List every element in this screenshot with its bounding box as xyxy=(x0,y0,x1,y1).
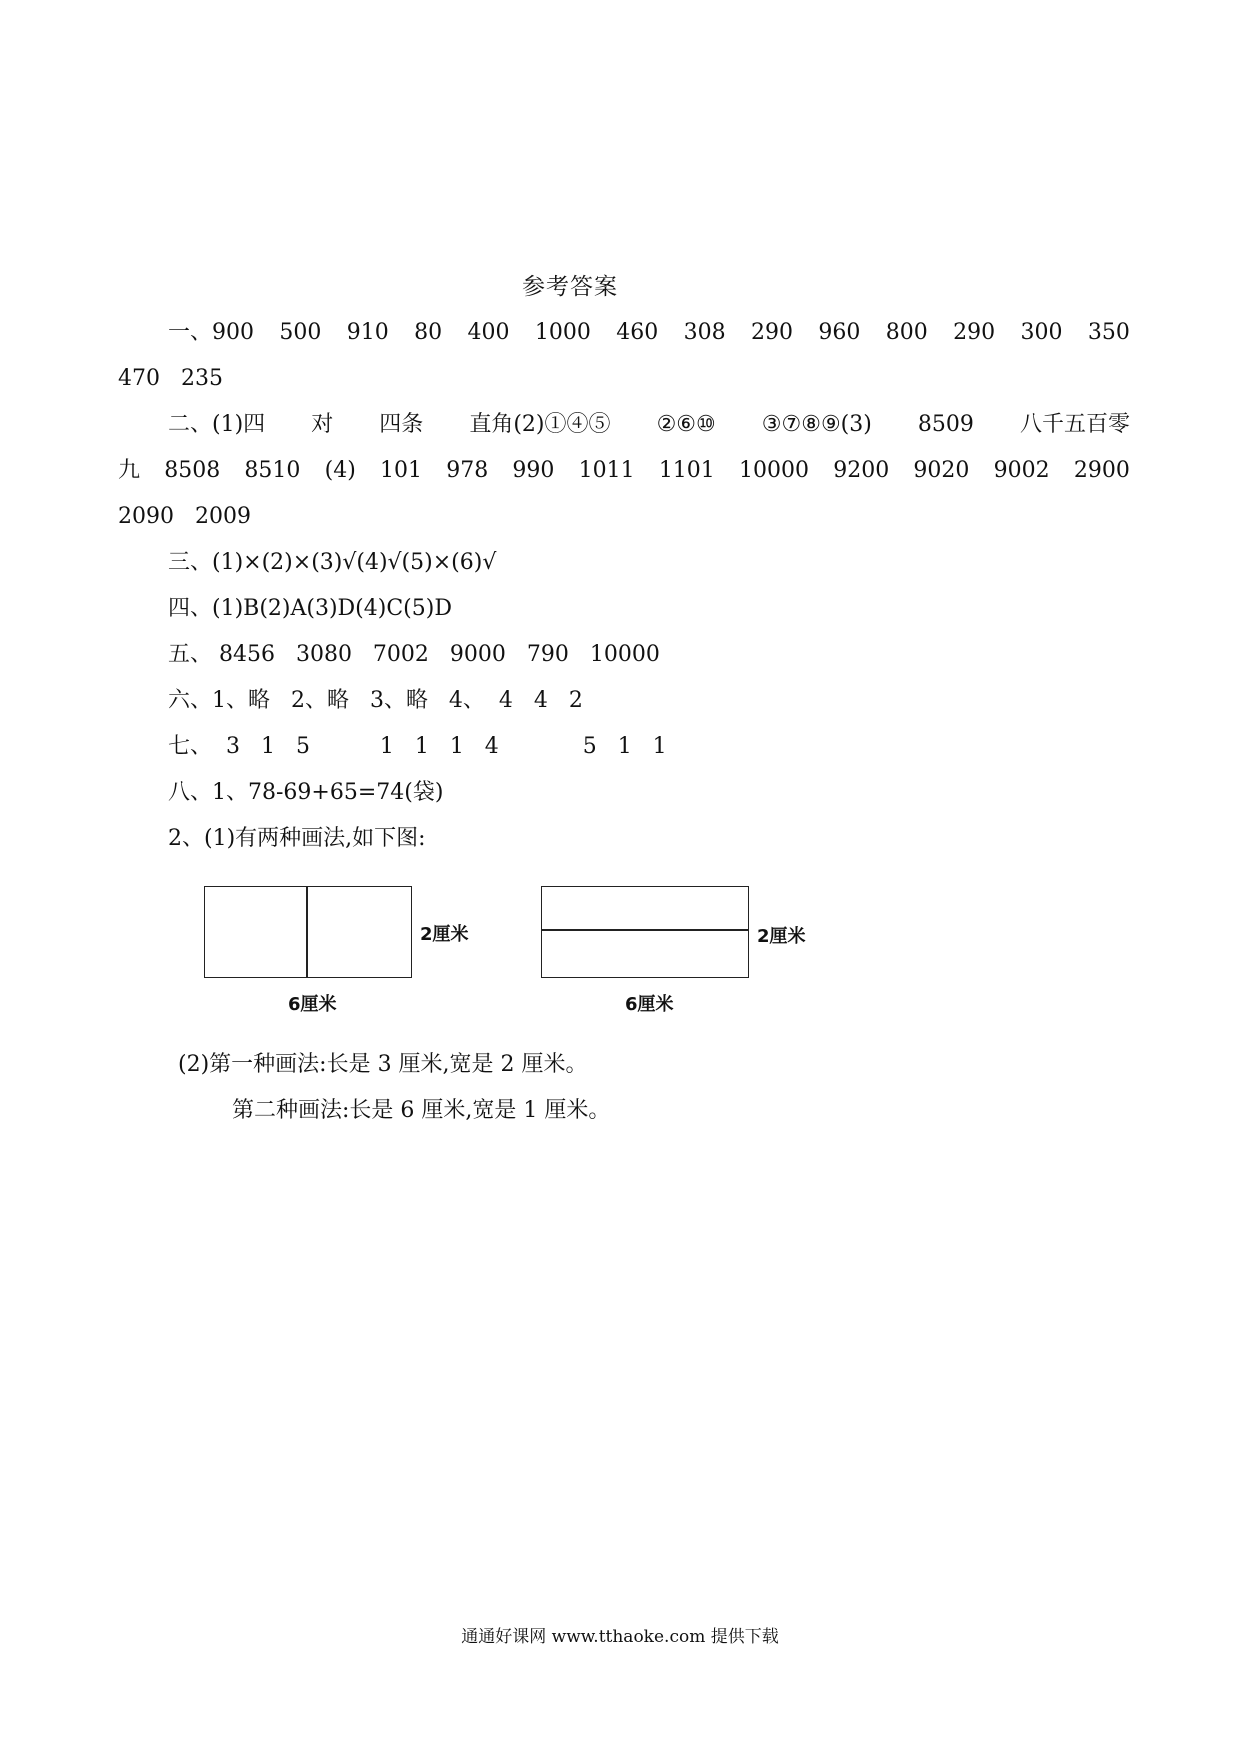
answer-item: 直角(2)①④⑤ xyxy=(469,412,611,437)
answer-item: 10000 xyxy=(739,458,810,483)
answer-item: 300 xyxy=(1020,320,1063,345)
section1-row1 xyxy=(168,318,1130,348)
answer-item: 8510 xyxy=(244,458,301,483)
answer-item: 350 xyxy=(1087,320,1130,345)
answer-item: 8509 xyxy=(917,412,974,437)
answer2-line1: (2)第一种画法:长是 3 厘米,宽是 2 厘米。 xyxy=(178,1052,588,1077)
answer-item: 308 xyxy=(683,320,726,345)
answer2-line2: 第二种画法:长是 6 厘米,宽是 1 厘米。 xyxy=(232,1098,611,1123)
page-title: 参考答案 xyxy=(522,274,618,300)
figure2-horizontal-divider xyxy=(541,929,749,931)
answer-item: 一、900 xyxy=(168,320,254,345)
answer-item: 四条 xyxy=(379,412,424,437)
answer-item: 1101 xyxy=(658,458,715,483)
section2-row3: 2090 2009 xyxy=(118,504,251,529)
answer-item: 8508 xyxy=(164,458,221,483)
answer-item: 460 xyxy=(616,320,659,345)
figure1-width-label: 6厘米 xyxy=(288,994,337,1015)
answer-item: 960 xyxy=(818,320,861,345)
answer-item: 80 xyxy=(414,320,443,345)
section4-line: 四、(1)B(2)A(3)D(4)C(5)D xyxy=(168,596,452,621)
answer-item: 1000 xyxy=(534,320,591,345)
section8-q1: 八、1、78-69+65=74(袋) xyxy=(168,780,444,805)
answer-item: 1011 xyxy=(578,458,635,483)
answer-item: 990 xyxy=(512,458,555,483)
section5-line: 五、 8456 3080 7002 9000 790 10000 xyxy=(168,642,660,667)
section1-row2: 470 235 xyxy=(118,366,223,391)
answer-item: 9200 xyxy=(833,458,890,483)
answer-item: 九 xyxy=(118,458,141,483)
figure2-width-label: 6厘米 xyxy=(625,994,674,1015)
figure2-height-label: 2厘米 xyxy=(757,926,806,947)
answer-item: 978 xyxy=(446,458,489,483)
answer-item: 2900 xyxy=(1073,458,1130,483)
section2-row2 xyxy=(118,456,1130,486)
figure1-height-label: 2厘米 xyxy=(420,924,469,945)
answer-item: 9020 xyxy=(913,458,970,483)
figure1-rectangle xyxy=(204,886,412,978)
section2-row1 xyxy=(168,410,1130,440)
figure1-vertical-divider xyxy=(306,886,308,978)
answer-item: 二、(1)四 xyxy=(168,412,266,437)
answer-item: ③⑦⑧⑨(3) xyxy=(761,412,872,437)
answer-item: 500 xyxy=(279,320,322,345)
answer-item: 对 xyxy=(311,412,334,437)
section3-line: 三、(1)×(2)×(3)√(4)√(5)×(6)√ xyxy=(168,550,497,575)
answer-item: 290 xyxy=(751,320,793,345)
answer-item: 910 xyxy=(346,320,389,345)
answer-item: 9002 xyxy=(993,458,1050,483)
section8-q2: 2、(1)有两种画法,如下图: xyxy=(168,826,426,851)
answer-item: 八千五百零 xyxy=(1019,412,1130,437)
footer-credit: 通通好课网 www.tthaoke.com 提供下载 xyxy=(461,1627,779,1647)
section7-line: 七、 3 1 5 1 1 1 4 5 1 1 xyxy=(168,734,667,759)
answer-item: 800 xyxy=(885,320,928,345)
answer-item: (4) xyxy=(324,458,356,483)
figure2-rectangle xyxy=(541,886,749,978)
answer-item: 400 xyxy=(467,320,510,345)
answer-item: ②⑥⑩ xyxy=(656,412,716,437)
answer-item: 101 xyxy=(380,458,422,483)
section6-line: 六、1、略 2、略 3、略 4、 4 4 2 xyxy=(168,688,583,713)
answer-item: 290 xyxy=(953,320,996,345)
